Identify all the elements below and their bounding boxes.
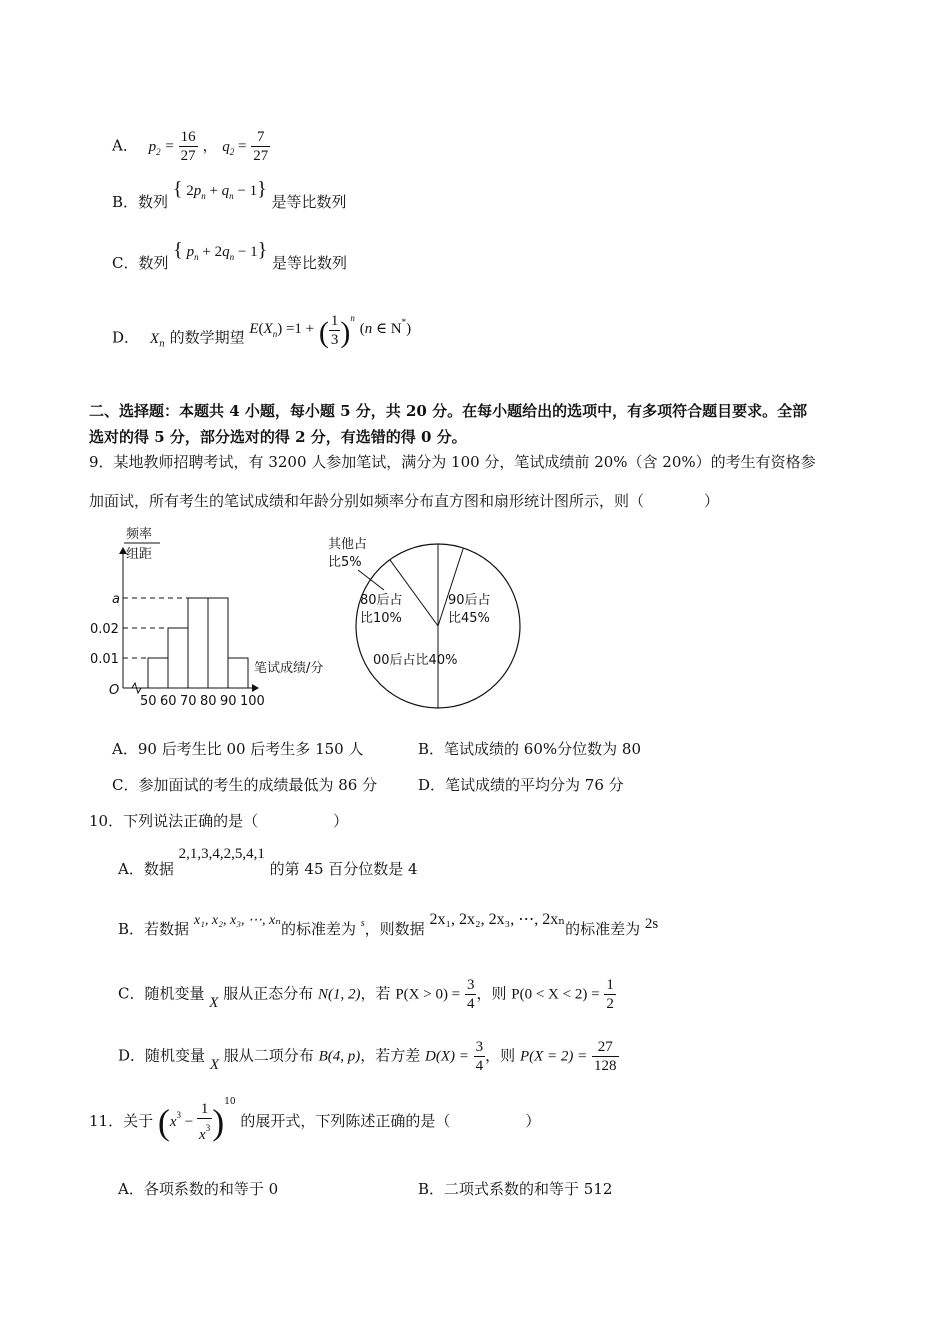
q10-option-b: B．若数据 x₁, x₂, x₃, ⋯, xₙ的标准差为 $^s$，则数据 2x₁, 2x₂, 2x₃, ⋯, 2xₙ的标准差为 2s (118, 911, 659, 938)
histogram-bar (228, 658, 248, 688)
x-tick-label: 100 (240, 694, 265, 705)
q8-option-c: C．数列 { $p_n + 2q_n - 1$} 是等比数列 (112, 239, 347, 272)
q10-option-a: A．数据 2,1,3,4,2,5,4,1 的第 45 百分位数是 4 (118, 846, 418, 878)
x-tick-label: 80 (200, 694, 217, 705)
q10-stem: 10．下列说法正确的是（ ） (89, 812, 349, 830)
histogram-bar (148, 658, 168, 688)
q9-option-d: D．笔试成绩的平均分为 76 分 (418, 776, 624, 794)
x-axis-label: 笔试成绩/分 (254, 661, 324, 676)
pie-label-other-1: 其他占 (328, 537, 368, 552)
x-tick-label: 60 (160, 694, 177, 705)
q10-option-c: C．随机变量 X 服从正态分布 N(1, 2)，若 P(X > 0) = $\frac{3}{4}$ ，则 P(0 < X < 2) = $\frac{1}{2}$ (118, 977, 614, 1012)
fraction: $\frac{16}{27}$ (180, 129, 196, 164)
y-label-bottom: 组距 (126, 547, 153, 562)
q11-stem: 11．关于 ($x^3$ − $\frac{1}{x^3}$ )$^{10}$ 的展开式，下列陈述正确的是（ ） (89, 1097, 541, 1143)
y-label-top: 频率 (126, 527, 153, 542)
y-tick-label: 0.01 (90, 652, 119, 667)
q9-option-a: A．90 后考生比 00 后考生多 150 人 (112, 740, 364, 758)
q8-option-a: A． $p_2$ = $\frac{16}{27}$ ， $q_2$ = $\frac{7}{27}$ (112, 129, 269, 164)
pie-label-00s: 00后占比40% (373, 653, 458, 668)
pie-label-90s-1: 90后占 (448, 593, 491, 608)
pie-label-80s-1: 80后占 (360, 593, 403, 608)
math-p2: $p_2$ (148, 138, 161, 157)
histogram-bar (188, 598, 208, 688)
origin-label: O (109, 683, 120, 698)
pie-label-pointer (358, 570, 384, 590)
fraction: $\frac{7}{27}$ (253, 129, 269, 164)
q11-option-a: A．各项系数的和等于 0 (118, 1180, 279, 1198)
q11-option-b: B．二项式系数的和等于 512 (418, 1180, 613, 1198)
x-tick-label: 50 (140, 694, 157, 705)
q9-option-c: C．参加面试的考生的成绩最低为 86 分 (112, 776, 378, 794)
pie-chart (318, 528, 530, 713)
y-tick-label: a (112, 592, 120, 607)
section-heading-line2: 选对的得 5 分，部分选对的得 2 分，有选错的得 0 分。 (89, 428, 467, 446)
pie-label-other-2: 比5% (328, 555, 362, 570)
q10-option-d: D．随机变量 X 服从二项分布 B(4, p)，若方差 D(X) = $\frac{3}{4}$ ，则 P(X = 2) = $\frac{27}{128}$ (118, 1039, 617, 1074)
histogram-bar (208, 598, 228, 688)
q9-stem-line1: 9．某地教师招聘考试，有 3200 人参加笔试，满分为 100 分，笔试成绩前 20%（含 20%）的考生有资格参 (89, 453, 816, 471)
q9-stem-line2: 加面试，所有考生的笔试成绩和年龄分别如频率分布直方图和扇形统计图所示，则（ ） (89, 492, 720, 510)
pie-label-90s-2: 比45% (448, 611, 490, 626)
y-tick-label: 0.02 (90, 622, 119, 637)
q9-option-b: B．笔试成绩的 60%分位数为 80 (418, 740, 641, 758)
x-tick-label: 90 (220, 694, 237, 705)
x-tick-label: 70 (180, 694, 197, 705)
section-heading: 二、选择题：本题共 4 小题，每小题 5 分，共 20 分。在每小题给出的选项中，有多项符合题目要求。全部 (89, 402, 808, 420)
histogram-bar (168, 628, 188, 688)
q8-option-d: D． $X_n$ 的数学期望 $E(X_n) =1$ + ( $\frac{1}{3}$ )$^n$ (n ∈ N*) (112, 312, 412, 350)
q8-option-b: B．数列 { $2p_n + q_n - 1$} 是等比数列 (112, 178, 347, 211)
frequency-histogram (88, 520, 350, 705)
pie-label-80s-2: 比10% (360, 611, 402, 626)
